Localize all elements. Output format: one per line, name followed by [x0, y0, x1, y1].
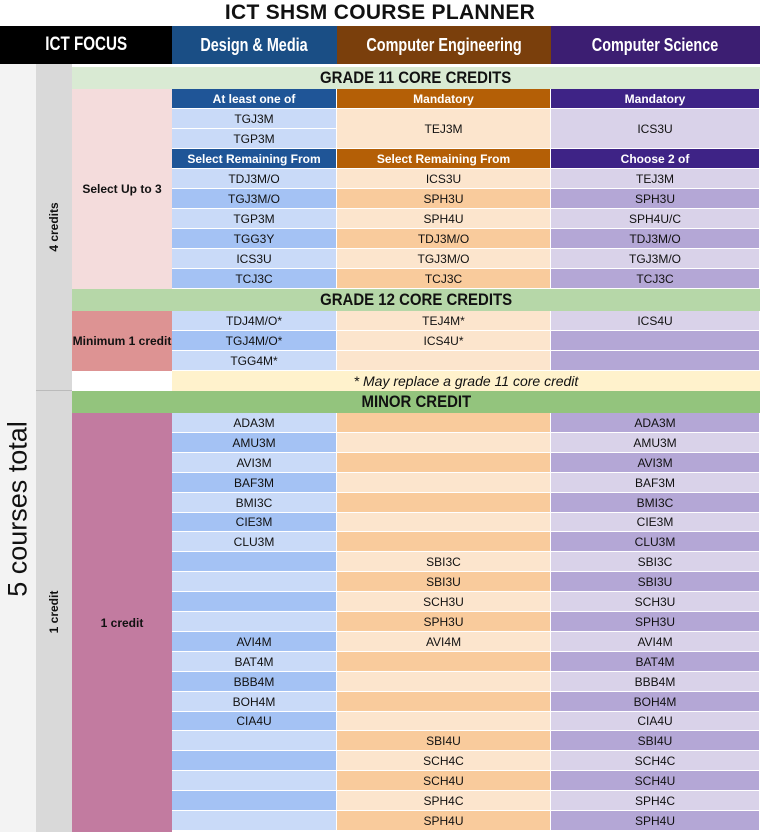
course-cell: SPH3U [337, 189, 551, 209]
grade11-cs-subheader-2: Choose 2 of [551, 149, 760, 169]
course-cell: SCH4U [337, 771, 551, 791]
course-cell: AMU3M [551, 433, 760, 453]
course-cell: TEJ3M [551, 169, 760, 189]
course-cell: BOH4M [551, 692, 760, 712]
grade11-cs-subheader: Mandatory [551, 89, 760, 109]
course-cell: SPH4C [337, 791, 551, 811]
course-cell: CIA4U [172, 712, 337, 731]
course-cell: SBI3C [337, 552, 551, 572]
course-cell: TEJ4M* [337, 311, 551, 331]
course-cell: SPH3U [337, 612, 551, 632]
grade12-band-label: GRADE 12 CORE CREDITS [319, 290, 513, 309]
header-design-media-label: Design & Media [200, 34, 309, 55]
course-cell: BBB4M [172, 672, 337, 692]
course-cell [551, 331, 760, 351]
course-cell: AVI3M [172, 453, 337, 473]
course-cell: ICS3U [551, 109, 760, 149]
course-cell [172, 552, 337, 572]
course-cell [337, 532, 551, 552]
grade11-ce-subheader-2: Select Remaining From [337, 149, 551, 169]
course-cell: SPH4U [337, 209, 551, 229]
course-cell: SPH4U/C [551, 209, 760, 229]
course-cell [337, 672, 551, 692]
grade12-minimum-label: Minimum 1 credit [72, 311, 172, 371]
course-cell: AVI4M [551, 632, 760, 652]
course-cell: BOH4M [172, 692, 337, 712]
course-cell: SBI3C [551, 552, 760, 572]
course-cell: CIA4U [551, 712, 760, 731]
course-cell: ICS4U [551, 311, 760, 331]
course-cell: SBI4U [551, 731, 760, 751]
course-cell: TGJ3M/O [551, 249, 760, 269]
course-cell [337, 513, 551, 532]
minor-credits-column [36, 390, 72, 832]
course-cell: SCH4U [551, 771, 760, 791]
course-cell: TGP3M [172, 129, 337, 149]
grade11-band [72, 67, 760, 89]
course-cell: TGJ3M/O [172, 189, 337, 209]
course-cell: TGG4M* [172, 351, 337, 371]
grade11-ce-subheader: Mandatory [337, 89, 551, 109]
minor-credit-label: 1 credit [72, 413, 172, 832]
course-cell: BMI3C [172, 493, 337, 513]
course-cell [337, 652, 551, 672]
course-cell [172, 612, 337, 632]
course-cell: ICS3U [337, 169, 551, 189]
course-cell: SBI3U [551, 572, 760, 592]
course-cell: ICS3U [172, 249, 337, 269]
total-courses-column [0, 64, 37, 832]
header-computer-engineering-label: Computer Engineering [366, 34, 522, 55]
course-cell: SPH3U [551, 189, 760, 209]
header-computer-science [551, 26, 760, 64]
course-cell: TGJ3M [172, 109, 337, 129]
course-cell [337, 473, 551, 493]
course-cell: TDJ3M/O [337, 229, 551, 249]
course-cell: SCH4C [551, 751, 760, 771]
course-cell: ADA3M [551, 413, 760, 433]
course-cell: TDJ3M/O [172, 169, 337, 189]
grade12-footnote: * May replace a grade 11 core credit [172, 371, 760, 391]
course-cell: TGJ4M/O* [172, 331, 337, 351]
course-cell: SPH4U [337, 811, 551, 831]
course-cell [172, 731, 337, 751]
course-cell [172, 751, 337, 771]
course-cell: ICS4U* [337, 331, 551, 351]
course-cell [337, 712, 551, 731]
course-cell: SCH3U [551, 592, 760, 612]
core-credits-label: 4 credits [47, 202, 61, 252]
course-cell: BBB4M [551, 672, 760, 692]
header-design-media [172, 26, 337, 64]
course-cell: CIE3M [551, 513, 760, 532]
course-cell: TDJ4M/O* [172, 311, 337, 331]
course-cell: BAT4M [551, 652, 760, 672]
course-cell: CLU3M [551, 532, 760, 552]
header-computer-engineering [337, 26, 551, 64]
course-cell: BMI3C [551, 493, 760, 513]
header-ict-focus-label: ICT FOCUS [45, 34, 127, 55]
course-cell: BAF3M [551, 473, 760, 493]
course-cell: SCH4C [337, 751, 551, 771]
header-ict-focus [0, 26, 172, 64]
course-cell: TGP3M [172, 209, 337, 229]
course-cell [337, 413, 551, 433]
grade11-dm-subheader-2: Select Remaining From [172, 149, 337, 169]
grade11-dm-subheader: At least one of [172, 89, 337, 109]
course-cell: BAF3M [172, 473, 337, 493]
core-credits-column [36, 64, 72, 390]
course-cell: AVI4M [172, 632, 337, 652]
grade11-select-label: Select Up to 3 [72, 89, 172, 289]
minor-band [72, 391, 760, 413]
course-cell [337, 692, 551, 712]
course-cell [551, 351, 760, 371]
course-cell [172, 811, 337, 831]
course-cell [172, 572, 337, 592]
course-cell [172, 771, 337, 791]
course-cell: SBI4U [337, 731, 551, 751]
course-cell: SBI3U [337, 572, 551, 592]
course-cell: ADA3M [172, 413, 337, 433]
course-cell: SCH3U [337, 592, 551, 612]
course-cell: SPH4U [551, 811, 760, 831]
course-cell: AVI4M [337, 632, 551, 652]
course-cell: BAT4M [172, 652, 337, 672]
course-cell: TDJ3M/O [551, 229, 760, 249]
course-cell [337, 493, 551, 513]
course-cell: SPH4C [551, 791, 760, 811]
course-cell [337, 453, 551, 473]
course-cell: CLU3M [172, 532, 337, 552]
course-cell: TGJ3M/O [337, 249, 551, 269]
course-cell: AVI3M [551, 453, 760, 473]
course-cell [337, 351, 551, 371]
course-cell [172, 592, 337, 612]
course-cell: CIE3M [172, 513, 337, 532]
course-cell [172, 791, 337, 811]
grade11-band-label: GRADE 11 CORE CREDITS [320, 68, 512, 87]
course-cell: TCJ3C [551, 269, 760, 289]
course-cell: SPH3U [551, 612, 760, 632]
grade12-band [72, 289, 760, 311]
header-computer-science-label: Computer Science [592, 34, 719, 55]
course-cell: TCJ3C [172, 269, 337, 289]
page-title: ICT SHSM COURSE PLANNER [224, 1, 536, 24]
course-cell: TCJ3C [337, 269, 551, 289]
course-cell: AMU3M [172, 433, 337, 453]
minor-credits-label: 1 credit [47, 590, 61, 633]
minor-band-label: MINOR CREDIT [361, 392, 471, 411]
total-courses-label: 5 courses total [2, 421, 33, 597]
course-cell: TEJ3M [337, 109, 551, 149]
course-cell: TGG3Y [172, 229, 337, 249]
course-cell [337, 433, 551, 453]
